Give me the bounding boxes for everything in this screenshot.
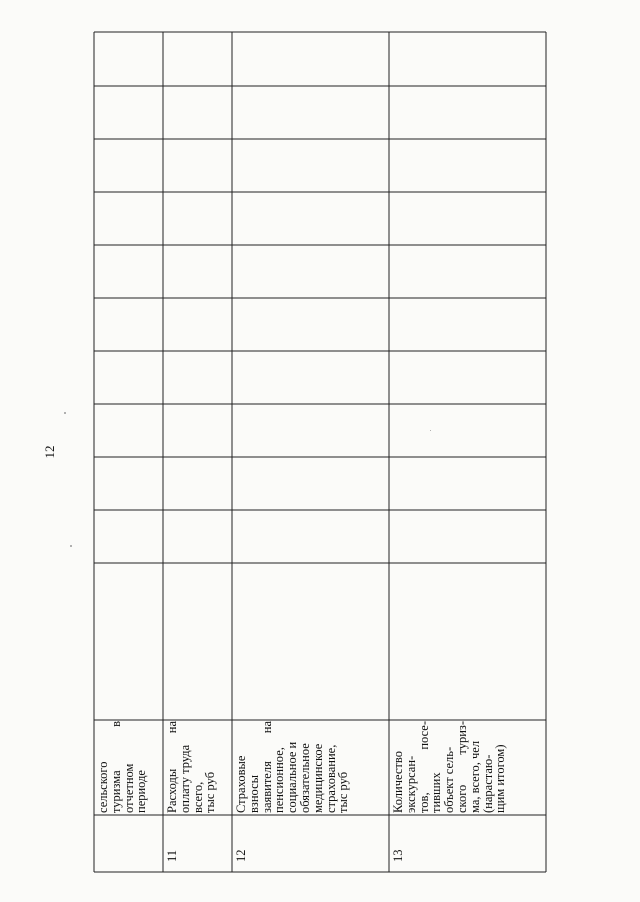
row-number: 11 bbox=[165, 849, 179, 862]
label-line: щим итогом) bbox=[493, 744, 508, 813]
label-line: тов, посе- bbox=[416, 721, 431, 813]
row-label bbox=[392, 721, 507, 813]
label-line: заявителя на bbox=[259, 721, 274, 813]
label-line: взносы bbox=[246, 774, 261, 813]
label-line: сельского bbox=[96, 761, 110, 813]
row-number: 12 bbox=[234, 849, 248, 862]
row-number: 13 bbox=[391, 849, 405, 862]
row-label bbox=[235, 721, 350, 813]
label-line: тивших bbox=[429, 772, 444, 813]
page-number: 12 bbox=[42, 445, 57, 459]
row-label bbox=[97, 721, 148, 813]
scan-speck bbox=[64, 412, 66, 414]
label-line: (нарастаю- bbox=[480, 754, 495, 813]
scan-speck bbox=[70, 545, 72, 547]
label-line: отчетном bbox=[121, 763, 136, 813]
label-line: социальное и bbox=[285, 741, 300, 813]
label-line: оплату труда bbox=[177, 744, 192, 813]
label-line: экскурсан- bbox=[403, 755, 418, 813]
label-line: периоде bbox=[134, 770, 149, 813]
label-line: медицинское bbox=[310, 743, 325, 813]
scan-speck bbox=[430, 430, 431, 431]
label-line: тыс руб bbox=[336, 771, 351, 813]
label-line: пенсионное, bbox=[272, 747, 287, 813]
label-line: Количество bbox=[391, 751, 405, 813]
label-line: ского туриз- bbox=[454, 721, 469, 813]
label-line: Расходы на bbox=[165, 721, 179, 813]
label-line: объект сель- bbox=[442, 746, 457, 813]
row-label bbox=[166, 721, 217, 813]
label-line: страхование, bbox=[323, 744, 338, 813]
label-line: всего, bbox=[190, 781, 205, 813]
label-line: обязательное bbox=[297, 743, 312, 813]
label-line: тыс руб bbox=[203, 771, 218, 813]
label-line: Страховые bbox=[234, 755, 248, 813]
label-line: ма, всего, чел bbox=[467, 740, 482, 813]
label-line: туризма в bbox=[108, 721, 123, 813]
